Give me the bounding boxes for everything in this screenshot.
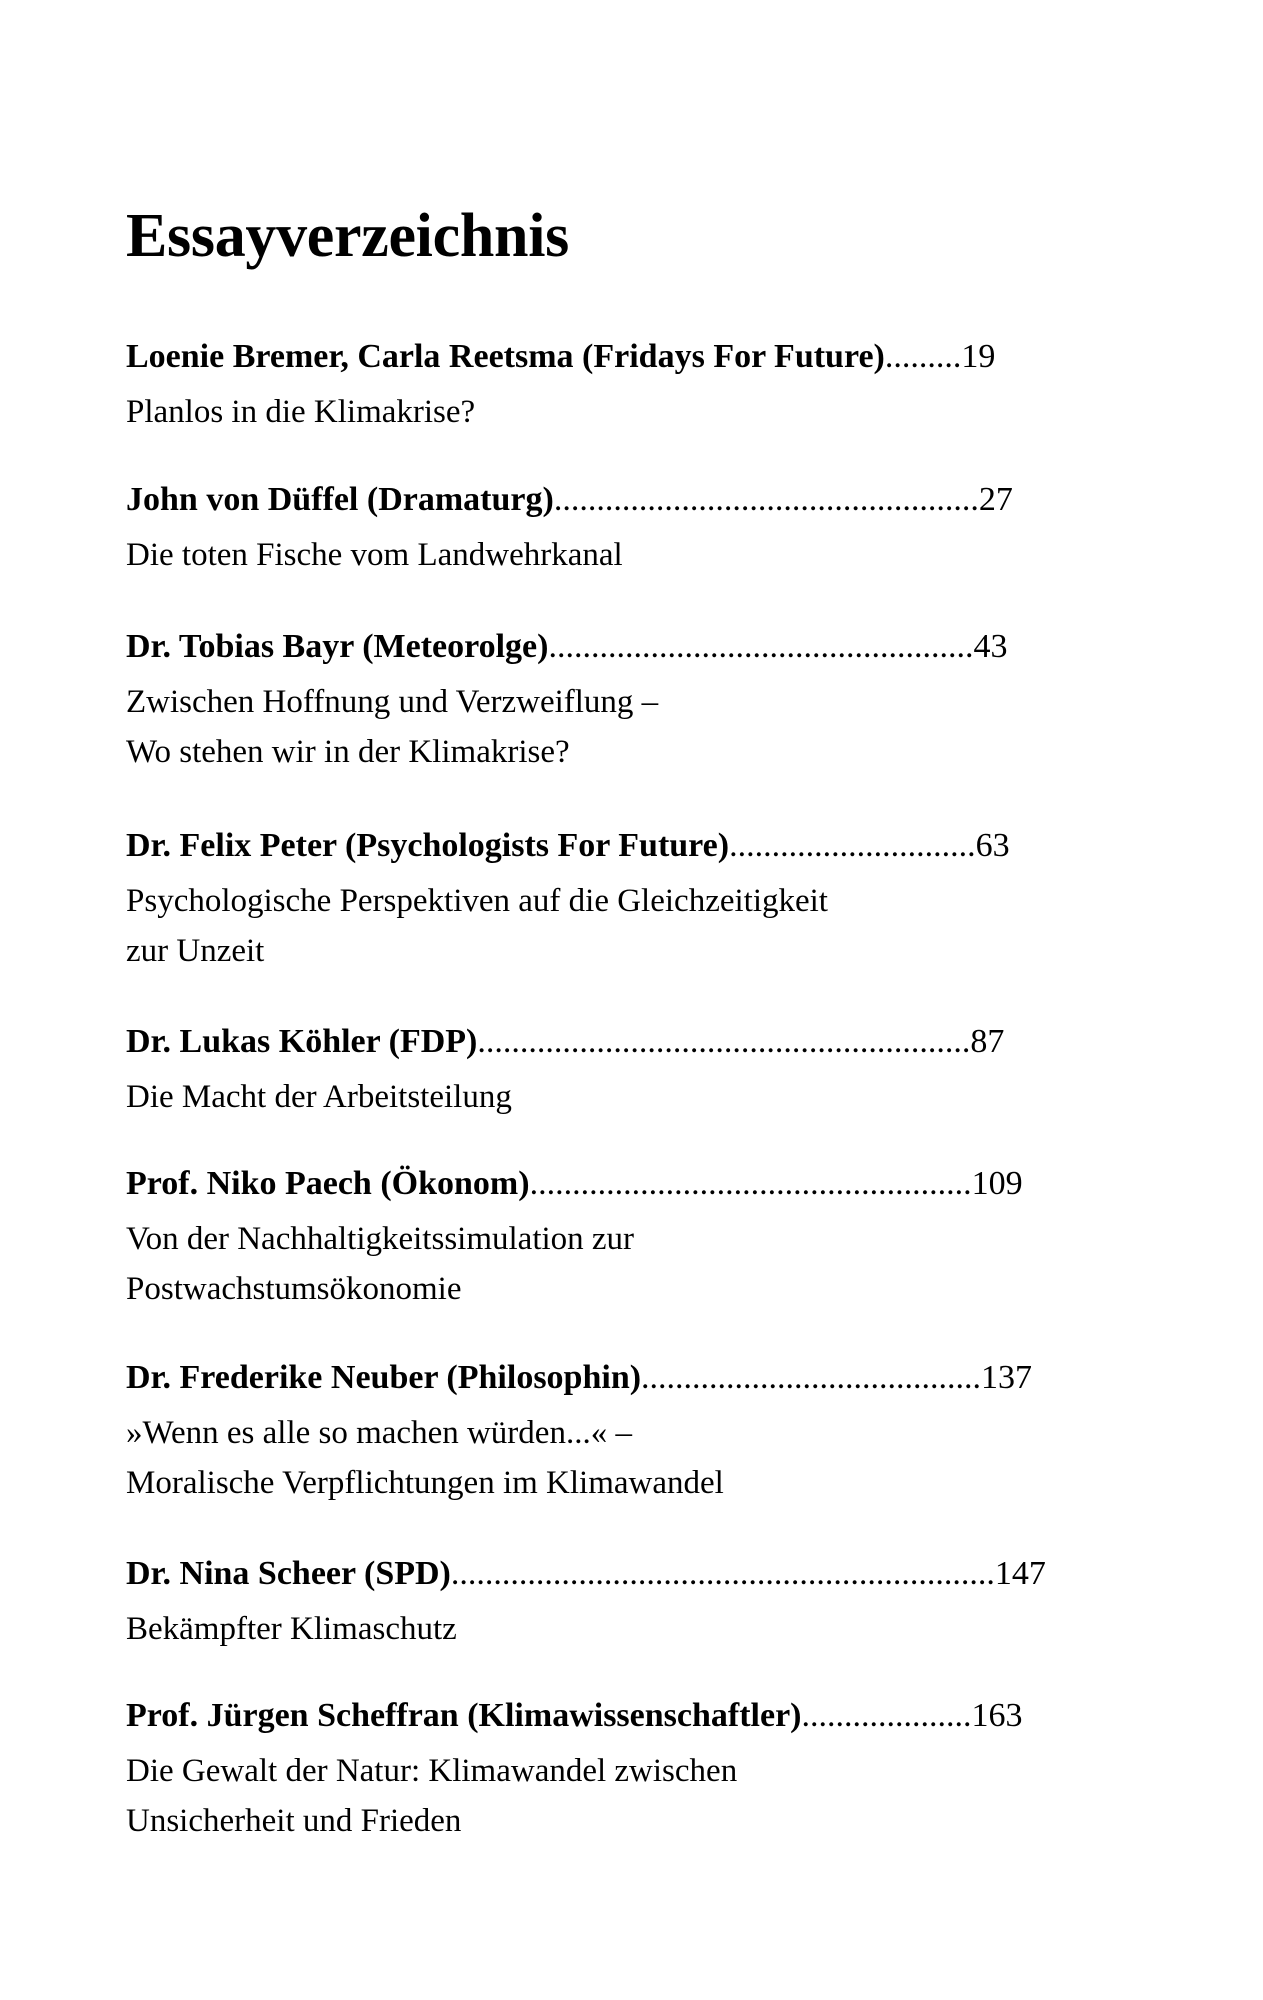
page-number: 63 xyxy=(975,827,1010,864)
dot-leader: ............................. xyxy=(729,827,976,864)
subtitle-line: Bekämpfter Klimaschutz xyxy=(126,1611,457,1647)
toc-entry-heading xyxy=(126,1694,1136,1738)
toc-entry-heading xyxy=(126,1552,1136,1596)
dot-leader: ........................................ xyxy=(641,1359,982,1396)
page-number: 19 xyxy=(961,338,996,375)
toc-entry xyxy=(126,1694,1136,1846)
entry-author: Prof. Niko Paech (Ökonom) xyxy=(126,1165,530,1202)
dot-leader: ......... xyxy=(884,338,962,375)
toc-entry xyxy=(126,1552,1136,1654)
page-number: 137 xyxy=(981,1359,1033,1396)
entry-author: Dr. Frederike Neuber (Philosophin) xyxy=(126,1359,642,1396)
subtitle-line: Postwachstumsökonomie xyxy=(126,1271,462,1307)
entry-subtitle xyxy=(126,677,1136,777)
entry-subtitle xyxy=(126,530,1136,580)
dot-leader: .................................................... xyxy=(529,1165,972,1202)
toc-entry-heading xyxy=(126,1020,1136,1064)
dot-leader: ................................................................ xyxy=(450,1555,995,1592)
dot-leader: .......................................................... xyxy=(477,1023,971,1060)
toc-entry-heading xyxy=(126,478,1136,522)
subtitle-line: Von der Nachhaltigkeitssimulation zur xyxy=(126,1221,635,1257)
entry-subtitle xyxy=(126,1746,1136,1846)
subtitle-line: Unsicherheit und Frieden xyxy=(126,1803,462,1839)
page-number: 147 xyxy=(994,1555,1046,1592)
entry-subtitle xyxy=(126,1408,1136,1508)
entry-author: Loenie Bremer, Carla Reetsma (Fridays For Future) xyxy=(126,338,885,375)
entry-subtitle xyxy=(126,1214,1136,1314)
page-title: Essayverzeichnis xyxy=(126,202,569,270)
page-number: 87 xyxy=(970,1023,1005,1060)
subtitle-line: »Wenn es alle so machen würden...« – xyxy=(126,1415,632,1451)
toc-entry-heading xyxy=(126,1356,1136,1400)
toc-entry xyxy=(126,824,1136,976)
subtitle-line: Die toten Fische vom Landwehrkanal xyxy=(126,537,623,573)
subtitle-line: Moralische Verpflichtungen im Klimawandel xyxy=(126,1465,724,1501)
entry-subtitle xyxy=(126,1604,1136,1654)
entry-subtitle xyxy=(126,387,1136,437)
subtitle-line: Planlos in die Klimakrise? xyxy=(126,394,476,430)
entry-subtitle xyxy=(126,876,1136,976)
entry-author: Dr. Lukas Köhler (FDP) xyxy=(126,1023,478,1060)
entry-author: Dr. Felix Peter (Psychologists For Future) xyxy=(126,827,730,864)
toc-entry xyxy=(126,1356,1136,1508)
toc-entry xyxy=(126,625,1136,777)
page-number: 109 xyxy=(971,1165,1023,1202)
page-number: 163 xyxy=(971,1697,1023,1734)
entry-author: Dr. Tobias Bayr (Meteorolge) xyxy=(126,628,549,665)
toc-entry-heading xyxy=(126,335,1136,379)
subtitle-line: zur Unzeit xyxy=(126,933,265,969)
subtitle-line: Zwischen Hoffnung und Verzweiflung – xyxy=(126,684,659,720)
entry-author: Dr. Nina Scheer (SPD) xyxy=(126,1555,451,1592)
toc-entry xyxy=(126,478,1136,580)
entry-author: John von Düffel (Dramaturg) xyxy=(126,481,554,518)
toc-entry-heading xyxy=(126,625,1136,669)
dot-leader: .................... xyxy=(801,1697,972,1734)
subtitle-line: Die Gewalt der Natur: Klimawandel zwischen xyxy=(126,1753,738,1789)
page-number: 27 xyxy=(978,481,1013,518)
toc-entry xyxy=(126,1162,1136,1314)
toc-entry xyxy=(126,335,1136,437)
subtitle-line: Wo stehen wir in der Klimakrise? xyxy=(126,734,570,770)
subtitle-line: Psychologische Perspektiven auf die Gleichzeitigkeit xyxy=(126,883,828,919)
toc-entry xyxy=(126,1020,1136,1122)
page-number: 43 xyxy=(973,628,1008,665)
dot-leader: .................................................. xyxy=(553,481,979,518)
toc-entry-heading xyxy=(126,1162,1136,1206)
subtitle-line: Die Macht der Arbeitsteilung xyxy=(126,1079,512,1115)
entry-subtitle xyxy=(126,1072,1136,1122)
toc-entry-heading xyxy=(126,824,1136,868)
entry-author: Prof. Jürgen Scheffran (Klimawissenschaftler) xyxy=(126,1697,802,1734)
dot-leader: .................................................. xyxy=(548,628,974,665)
